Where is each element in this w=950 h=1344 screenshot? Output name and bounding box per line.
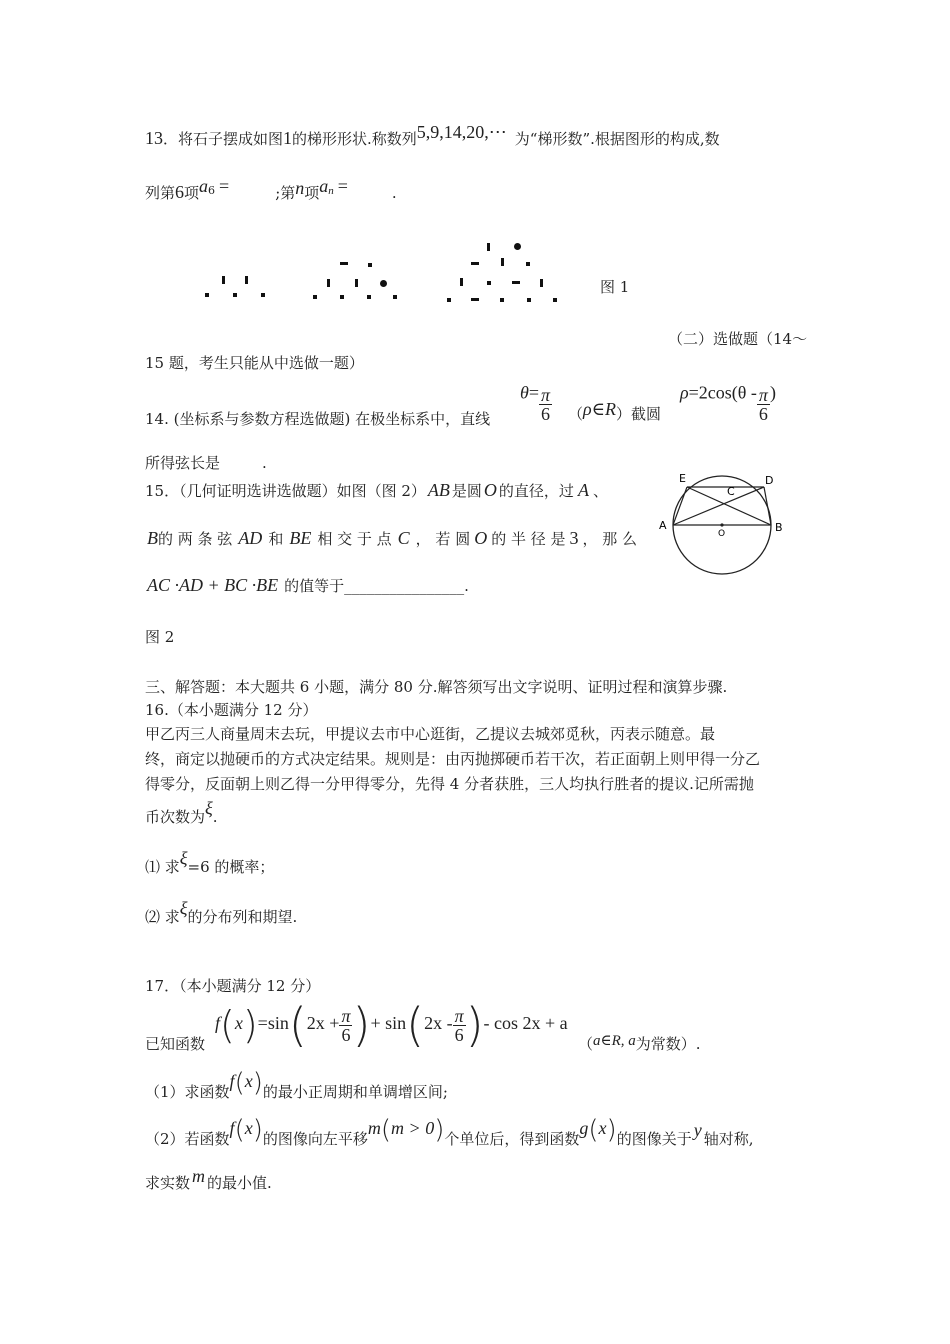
q17-sub2: （2）若函数f(x)的图像向左平移m(m > 0)个单位后，得到函数g(x)的图像关于 y 轴对称, xyxy=(145,1115,754,1148)
q17-given: 已知函数 xyxy=(145,1035,206,1053)
q16-p2: 终，商定以抛硬币的方式决定结果。规则是：由丙抛掷硬币若干次，若正面朝上则甲得一分乙 xyxy=(145,750,761,768)
q17-sub3: 求实数 m 的最小值. xyxy=(145,1166,272,1192)
label-c: C xyxy=(727,485,735,498)
q14-text: 14. (坐标系与参数方程选做题) 在极坐标系中，直线 xyxy=(145,410,491,428)
label-o: O xyxy=(718,529,726,539)
label-b: B xyxy=(775,521,783,534)
q17-title: 17．（本小题满分 12 分） xyxy=(145,977,321,995)
q14-line2: 所得弦长是 . xyxy=(145,454,267,472)
optional-heading-2: 15 题，考生只能从中选做一题） xyxy=(145,354,364,372)
q17-function-formula: f(x)=sin(2x + $\frac{\pi}{6}$ )+ sin(2x - $\frac{\pi}{6}$ )- cos 2x + a xyxy=(215,998,568,1052)
q17-sub1: （1）求函数f(x)的最小正周期和单调增区间; xyxy=(145,1068,448,1101)
q16-title: 16.（本小题满分 12 分） xyxy=(145,701,318,719)
q16-p1: 甲乙丙三人商量周末去玩，甲提议去市中心逛街，乙提议去城郊觅秋，丙表示随意。最 xyxy=(145,725,716,743)
q14-line-equation: θ= $\frac{\pi}{6}$ xyxy=(520,382,551,424)
q16-sub2: ⑵ 求ξ的分布列和期望. xyxy=(145,898,298,926)
chord-ad xyxy=(673,487,764,525)
segment-ae xyxy=(673,487,687,525)
segment-bd xyxy=(764,487,771,525)
q13-number: 13 xyxy=(145,128,163,148)
label-a: A xyxy=(659,519,667,532)
circle-figure xyxy=(650,465,800,585)
label-e: E xyxy=(679,472,686,485)
q14-condition: （ρ∈R）截圆 xyxy=(568,399,661,423)
q15-line2: B的 两 条 弦 AD 和 BE 相 交 于 点 C ， 若 圆 O 的 半 径 是 3 ， 那 么 xyxy=(147,528,638,548)
q15-expression: AC ·AD + BC ·BE xyxy=(147,575,279,595)
fig1-label: 图 1 xyxy=(600,278,630,296)
q13-line1: 13．将石子摆成如图1的梯形形状.称数列5,9,14,20,⋯ 为“梯形数”.根据图形的构成,数 xyxy=(145,122,720,148)
q16-p4: 币次数为ξ. xyxy=(145,798,218,826)
q14-circle-equation: ρ=2cos(θ - $\frac{\pi}{6}$ ) xyxy=(680,382,776,424)
q15-line1: 15．（几何证明选讲选做题）如图（图 2） AB 是圆 O 的直径，过 A 、 xyxy=(145,480,608,500)
center-point xyxy=(720,523,723,526)
section3-heading: 三、解答题：本大题共 6 小题，满分 80 分.解答须写出文字说明、证明过程和演算步骤. xyxy=(145,678,728,696)
q15-line3: AC ·AD + BC ·BE 的值等于________________. xyxy=(147,575,469,595)
fig2-label: 图 2 xyxy=(145,628,175,646)
optional-heading-1: （二）选做题（14～ xyxy=(668,330,808,348)
q13-sequence: 5,9,14,20,⋯ xyxy=(416,122,507,142)
q16-p3: 得零分，反面朝上则乙得一分甲得零分，先得 4 分者获胜，三人均执行胜者的提议.记所需抛 xyxy=(145,775,754,793)
q17-condition: （a∈R, a为常数）. xyxy=(578,1033,701,1053)
q13-line2: 列第6项$a^6$ = ;第n项$a^n$ = . xyxy=(145,176,397,202)
q16-sub1: ⑴ 求ξ=6 的概率； xyxy=(145,848,275,876)
label-d: D xyxy=(765,474,774,487)
